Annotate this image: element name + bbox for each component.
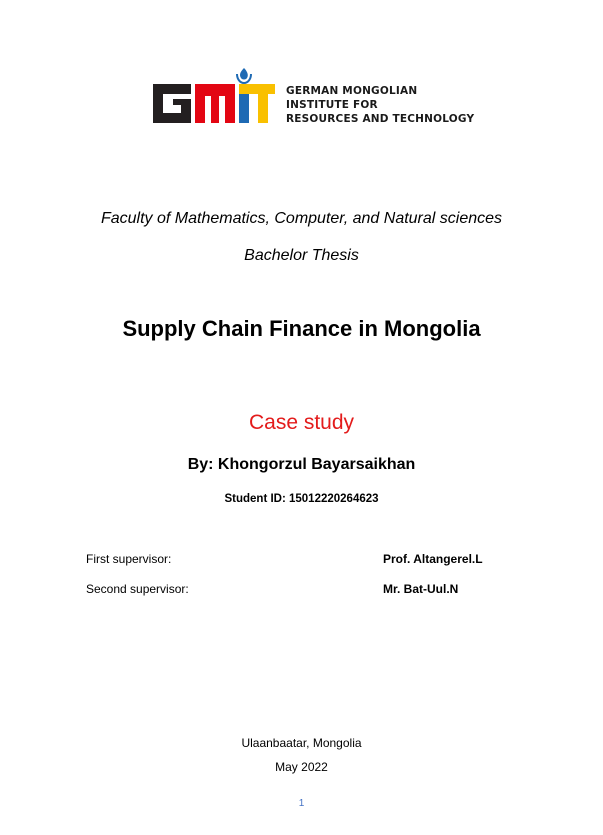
first-supervisor-name: Prof. Altangerel.L xyxy=(383,552,483,566)
logo-line-3: RESOURCES AND TECHNOLOGY xyxy=(286,113,475,125)
author-line: By: Khongorzul Bayarsaikhan xyxy=(187,456,416,473)
institute-logo xyxy=(151,66,475,126)
page-number: 1 xyxy=(298,798,305,809)
logo-line-2: INSTITUTE FOR xyxy=(286,99,378,111)
faculty-name: Faculty of Mathematics, Computer, and Natural sciences xyxy=(100,210,503,227)
gmit-logo-mark xyxy=(151,66,281,126)
thesis-title: Supply Chain Finance in Mongolia xyxy=(122,316,481,341)
second-supervisor-label: Second supervisor: xyxy=(86,582,189,596)
place: Ulaanbaatar, Mongolia xyxy=(241,736,362,750)
logo-wordmark xyxy=(286,84,474,126)
student-id: Student ID: 15012220264623 xyxy=(224,493,379,505)
first-supervisor-label: First supervisor: xyxy=(86,552,172,566)
thesis-subtitle: Case study xyxy=(248,411,355,434)
second-supervisor-name: Mr. Bat-Uul.N xyxy=(383,582,459,596)
logo-line-1: GERMAN MONGOLIAN xyxy=(286,85,418,97)
thesis-type: Bachelor Thesis xyxy=(244,247,359,264)
date: May 2022 xyxy=(275,760,328,774)
